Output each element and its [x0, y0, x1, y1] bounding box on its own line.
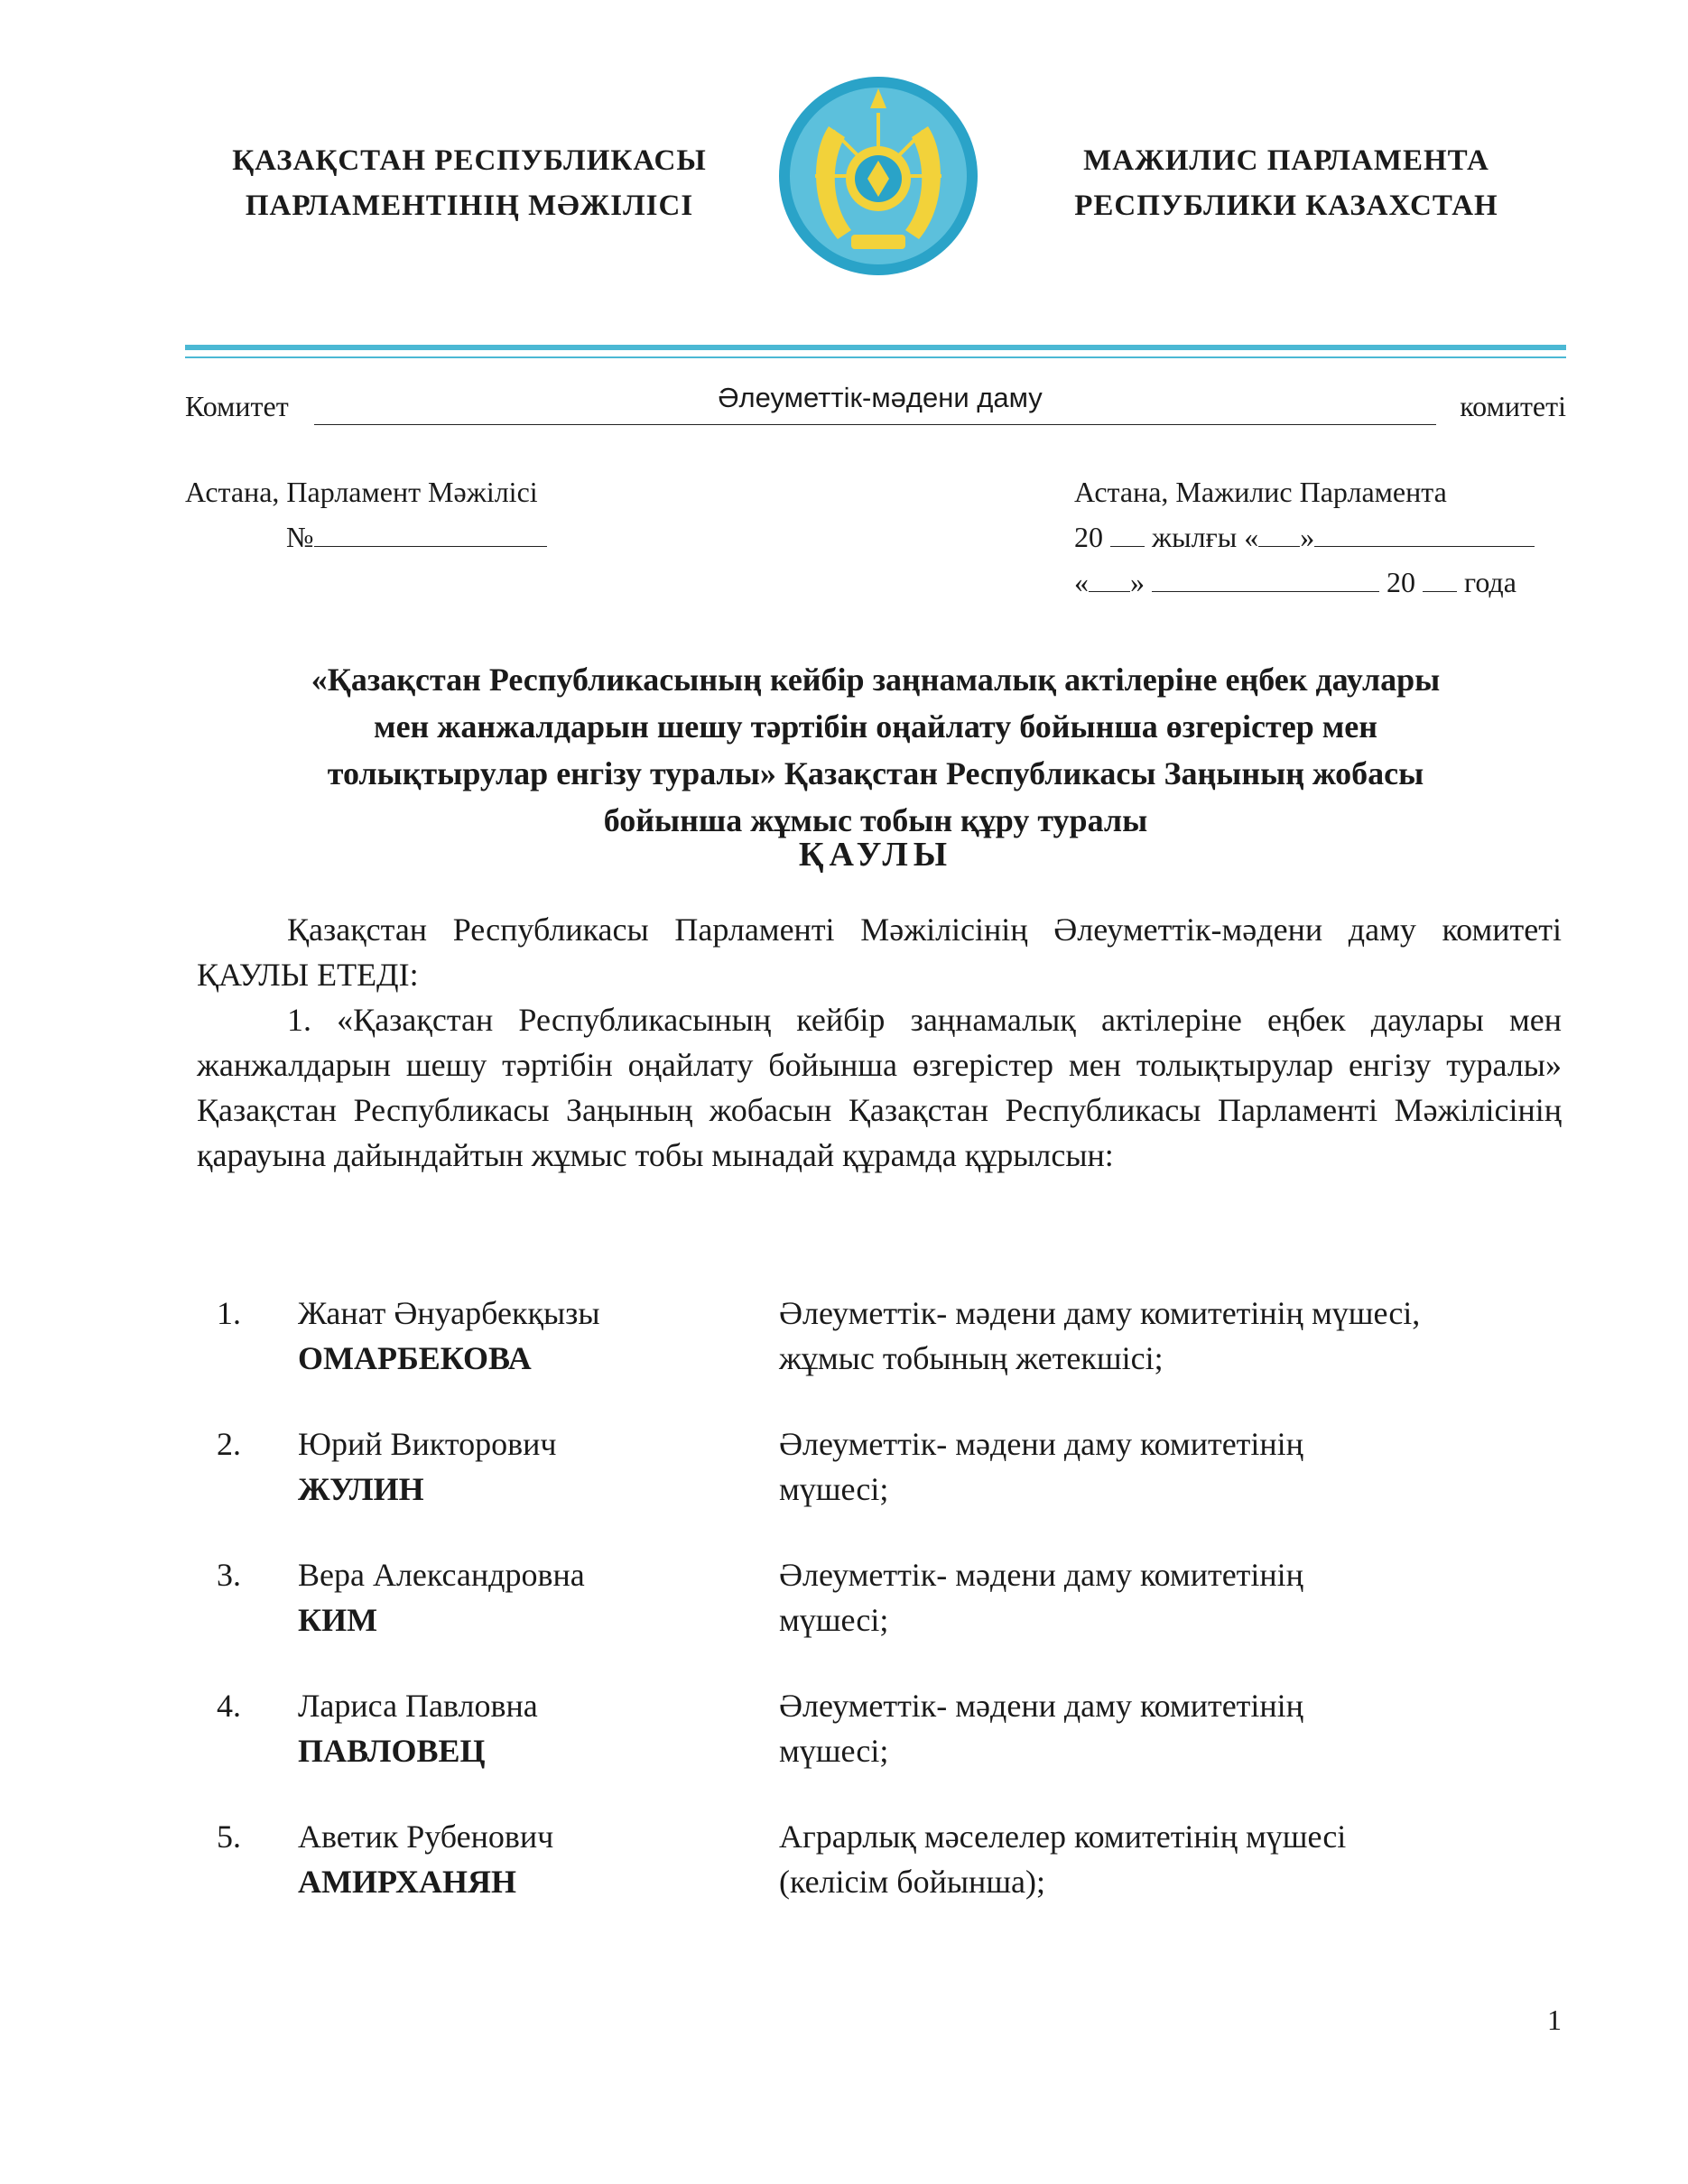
header-left — [208, 138, 731, 228]
year-blank-ru — [1423, 564, 1457, 592]
place-left-line1: Астана, Парламент Мәжілісі — [185, 476, 538, 508]
member-name — [298, 1814, 767, 1904]
list-item — [197, 1683, 1562, 1814]
header-right — [1047, 138, 1526, 228]
header-divider-thin — [185, 356, 1566, 358]
header-left-line2: ПАРЛАМЕНТІНІҢ МӘЖІЛІСІ — [245, 190, 694, 222]
date-field-kk: 20 жылғы « » — [1074, 514, 1535, 560]
member-role: Әлеуметтік- мәдени даму комитетінің мүшесі, жұмыс тобының жетекшісі; — [779, 1295, 1421, 1376]
committee-line — [185, 379, 1566, 433]
member-given-name: Лариса Павловна — [298, 1688, 538, 1724]
decree-heading: ҚАУЛЫ — [798, 836, 953, 874]
member-given-name: Аветик Рубенович — [298, 1818, 554, 1855]
title-line3: толықтырулар енгізу туралы» Қазақстан Республикасы Заңының жобасы — [327, 755, 1424, 791]
month-blank — [1314, 519, 1535, 547]
title-line2: мен жанжалдарын шешу тәртібін оңайлату бойынша өзгерістер мен — [374, 708, 1377, 745]
member-surname: ОМАРБЕКОВА — [298, 1340, 532, 1376]
member-given-name: Вера Александровна — [298, 1557, 585, 1593]
place-left — [185, 469, 547, 560]
member-surname: ЖУЛИН — [298, 1471, 424, 1507]
committee-name: Әлеуметтік-мәдени даму — [718, 382, 1043, 413]
committee-blank-line — [314, 424, 1436, 425]
state-emblem — [774, 72, 982, 280]
member-surname: ПАВЛОВЕЦ — [298, 1733, 486, 1769]
member-number: 4. — [217, 1688, 241, 1724]
place-right — [1074, 469, 1535, 605]
date-field-ru: « » 20 года — [1074, 566, 1516, 598]
number-field — [185, 514, 547, 560]
header-right-line2: РЕСПУБЛИКИ КАЗАХСТАН — [1074, 190, 1498, 222]
header-left-line1: ҚАЗАҚСТАН РЕСПУБЛИКАСЫ — [232, 144, 707, 177]
committee-label-right: комитеті — [1460, 390, 1566, 422]
body-paragraph-1: Қазақстан Республикасы Парламенті Мәжілісінің Әлеуметтік-мәдени даму комитеті ҚАУЛЫ ЕТЕДІ: — [197, 912, 1562, 993]
member-surname: КИМ — [298, 1602, 378, 1638]
month-blank-ru — [1152, 564, 1379, 592]
member-name — [298, 1291, 767, 1381]
committee-label-left: Комитет — [185, 390, 289, 422]
day-blank-ru — [1089, 564, 1130, 592]
title-line1: «Қазақстан Республикасының кейбір заңнамалық актілеріне еңбек даулары — [311, 662, 1441, 698]
list-item — [197, 1814, 1562, 1945]
year-blank — [1110, 519, 1145, 547]
member-role: Аграрлық мәселелер комитетінің мүшесі (келісім бойынша); — [779, 1818, 1347, 1900]
list-item — [197, 1421, 1562, 1552]
body-paragraph-2: 1. «Қазақстан Республикасының кейбір заңнамалық актілеріне еңбек даулары мен жанжалдарын шешу тәртібін оңайлату бойынша өзгерістер мен толықтырулар енгізу туралы» Қазақстан Республикасы Заңының жобасын Қазақстан Республикасы Парламенті Мәжілісінің қарауына дайындайтын жұмыс тобы мынадай құрамда құрылсын: — [197, 1002, 1562, 1173]
member-role: Әлеуметтік- мәдени даму комитетінің мүшесі; — [779, 1688, 1303, 1769]
page-number: 1 — [1547, 2004, 1562, 2036]
member-number: 3. — [217, 1557, 241, 1593]
title-line4: бойынша жұмыс тобын құру туралы — [603, 802, 1148, 838]
member-name — [298, 1552, 767, 1643]
header-divider-thick — [185, 345, 1566, 350]
list-item — [197, 1291, 1562, 1421]
member-given-name: Жанат Әнуарбекқызы — [298, 1295, 600, 1331]
member-name — [298, 1683, 767, 1773]
member-role: Әлеуметтік- мәдени даму комитетінің мүшесі; — [779, 1557, 1303, 1638]
member-surname: АМИРХАНЯН — [298, 1864, 517, 1900]
header-right-line1: МАЖИЛИС ПАРЛАМЕНТА — [1083, 144, 1489, 177]
working-group-members — [197, 1291, 1562, 1945]
document-title — [185, 656, 1566, 844]
member-number: 1. — [217, 1295, 241, 1331]
number-sign: № — [286, 521, 314, 553]
day-blank — [1258, 519, 1300, 547]
number-blank — [314, 519, 547, 547]
member-given-name: Юрий Викторович — [298, 1426, 557, 1462]
place-right-line1: Астана, Мажилис Парламента — [1074, 476, 1447, 508]
member-role: Әлеуметтік- мәдени даму комитетінің мүшесі; — [779, 1426, 1303, 1507]
list-item — [197, 1552, 1562, 1683]
member-number: 5. — [217, 1818, 241, 1855]
member-name — [298, 1421, 767, 1512]
member-number: 2. — [217, 1426, 241, 1462]
